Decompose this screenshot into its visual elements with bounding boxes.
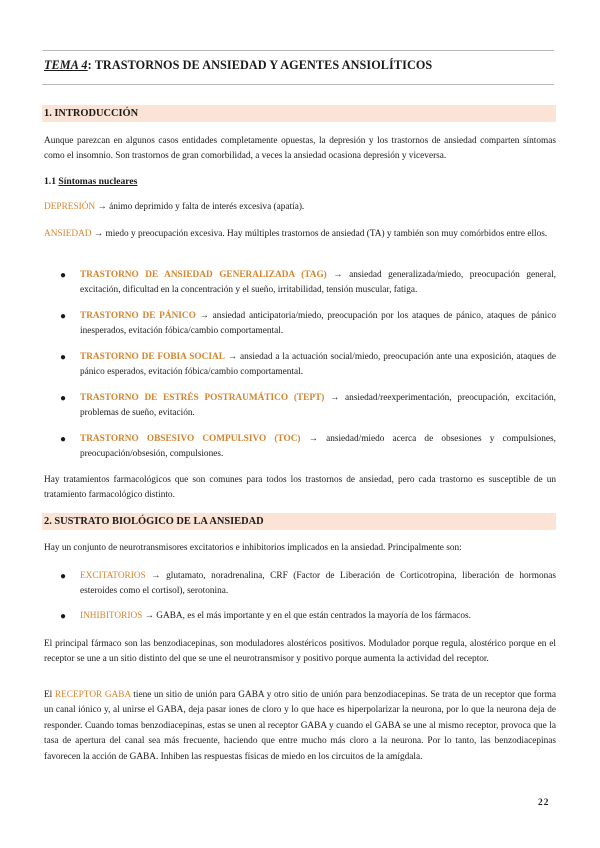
neuro-intro-paragraph: Hay un conjunto de neurotransmisores excitatorios e inhibitorios implicados en la ansiedad. Principalmente son: [44,543,462,553]
receptor-gaba-paragraph [44,688,556,765]
gaba-pre: El [44,690,55,700]
subsection-1-1 [44,176,137,187]
neuro-text: → GABA, es el más importante y en el que están centrados la mayoría de los fármacos. [142,611,471,621]
section-2-title: 2. SUSTRATO BIOLÓGICO DE LA ANSIEDAD [44,516,264,527]
intro-paragraph: Aunque parezcan en algunos casos entidades completamente opuestas, la depresión y los trastornos de ansiedad comparten síntomas como el insomnio. Son trastornos de gran comorbilidad, a veces la ansiedad ocasiona depresión y viceversa. [44,136,556,162]
bullet-icon: ● [60,611,67,622]
subsection-number: 1.1 [44,176,56,187]
disorder-text: → ansiedad generalizada/miedo, preocupación general, excitación, dificultad en la concentración y el sueño, irritabilidad, tensión muscular, fatiga. [80,270,556,296]
gaba-term: RECEPTOR GABA [54,690,131,700]
disorder-term: TRASTORNO DE PÁNICO [80,311,196,321]
disorder-term: TRASTORNO DE ANSIEDAD GENERALIZADA (TAG) [80,270,327,280]
neuro-text: → glutamato, noradrenalina, CRF (Factor de Liberación de Corticotropina, liberación de hormonas esteroides como el cortisol), serotonina. [80,571,556,597]
title-text: : TRASTORNOS DE ANSIEDAD Y AGENTES ANSIOLÍTICOS [87,58,433,72]
tema-label: TEMA 4 [44,58,88,72]
disorder-text: → ansiedad/reexperimentación, preocupación, excitación, problemas de sueño, evitación. [80,393,556,419]
page-title [44,58,554,73]
depresion-text: → ánimo deprimido y falta de interés excesiva (apatía). [95,202,305,212]
disorder-item-fobia-social [80,350,556,381]
disorder-item-tag [80,268,556,299]
bullet-icon: ● [60,571,67,582]
title-rule [42,84,554,85]
bullet-icon: ● [60,434,67,445]
bullet-icon: ● [60,352,67,363]
ansiedad-text: → miedo y preocupación excesiva. Hay múltiples trastornos de ansiedad (TA) y también son muy comórbidos entre ellos. [91,229,548,239]
depresion-paragraph [44,200,556,215]
treatment-paragraph: Hay tratamientos farmacológicos que son comunes para todos los trastornos de ansiedad, pero cada trastorno es susceptible de un tratamiento farmacológico distinto. [44,475,556,501]
top-rule [42,50,554,51]
disorder-text: → ansiedad/miedo acerca de obsesiones y compulsiones, preocupación/obsesión, compulsiones. [80,434,556,460]
disorder-term: TRASTORNO OBSESIVO COMPULSIVO (TOC) [80,434,301,444]
benzodiacepinas-paragraph: El principal fármaco son las benzodiacepinas, son moduladores alostéricos positivos. Modulador porque regula, alostérico porque en el receptor se une a un sitio distinto del que se une el neurotransmisor y positivo porque aumenta la actividad del receptor. [44,639,556,665]
gaba-text: tiene un sitio de unión para GABA y otro sitio de unión para benzodiacepinas. Se trata de un receptor que forma un canal iónico y, al unirse el GABA, deja pasar iones de cloro y lo que hace es hiperpolarizar la neurona, por lo que la neurona deja de responder. Cuando tomas benzodiacepinas, estas se unen al receptor GABA y cuando el GABA se une al mismo receptor, provoca que la tasa de apertura del canal sea más frecuente, haciendo que entre mucho más cloro a la neurona. Por lo tanto, las benzodiacepinas favorecen la acción de GABA. Inhiben las respuestas físicas de miedo en los circuitos de la amígdala. [44,690,556,762]
subsection-label: Síntomas nucleares [58,176,138,187]
disorder-item-panico [80,309,556,340]
neuro-term: EXCITATORIOS [80,571,146,581]
disorder-item-toc [80,432,556,463]
bullet-icon: ● [60,270,67,281]
ansiedad-paragraph [44,227,556,242]
disorder-term: TRASTORNO DE FOBIA SOCIAL [80,352,225,362]
page-number: 22 [538,798,550,808]
disorder-term: TRASTORNO DE ESTRÉS POSTRAUMÁTICO (TEPT) [80,393,325,403]
neuro-item-inhibitorios [80,609,556,624]
ansiedad-term: ANSIEDAD [44,229,92,239]
disorder-text: → ansiedad a la actuación social/miedo, preocupación ante una exposición, ataques de pánico esperados, evitación fóbica/cambio comportamental. [80,352,556,378]
neuro-item-excitatorios [80,569,556,600]
bullet-icon: ● [60,393,67,404]
section-1-title: 1. INTRODUCCIÓN [44,108,139,119]
bullet-icon: ● [60,311,67,322]
depresion-term: DEPRESIÓN [44,202,96,212]
disorder-text: → ansiedad anticipatoria/miedo, preocupación por los ataques de pánico, ataques de pánico inesperados, evitación fóbica/cambio comportamental. [80,311,556,337]
disorder-item-tept [80,391,556,422]
neuro-term: INHIBITORIOS [80,611,143,621]
